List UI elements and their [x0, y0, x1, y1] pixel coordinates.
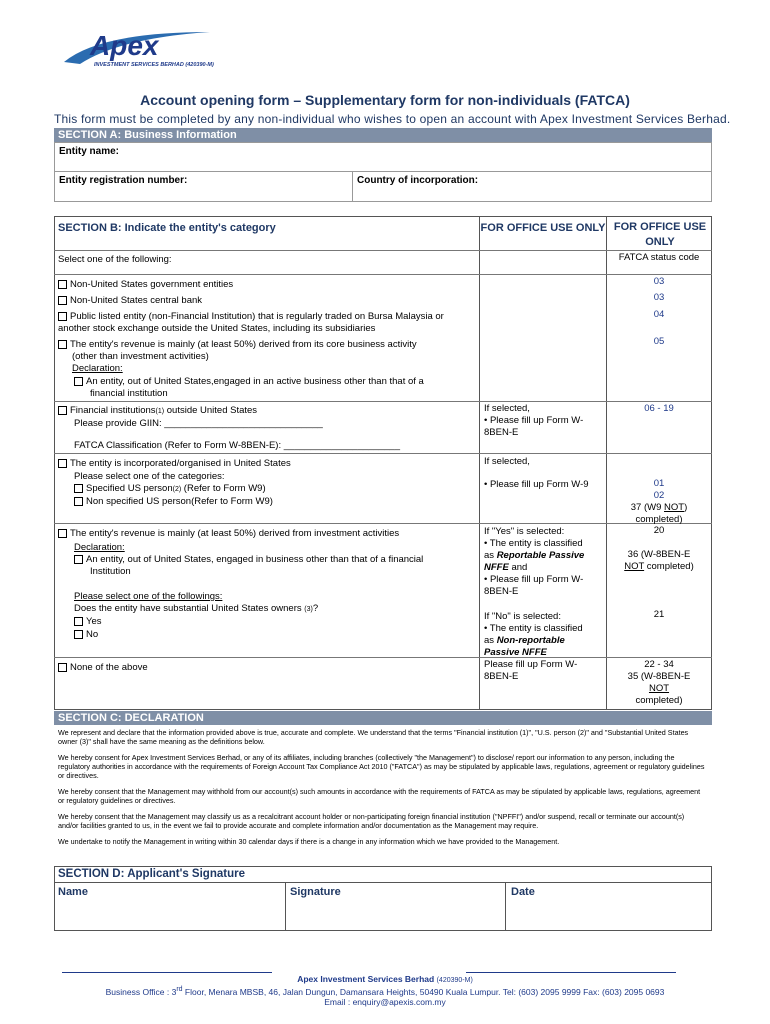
office-note: If "Yes" is selected:: [484, 526, 565, 537]
declaration-paragraph: We undertake to notify the Management in writing within 30 calendar days if there is a change in any information which we have provided to the Management.: [58, 837, 560, 846]
office-note: as Non-reportable: [484, 635, 565, 646]
option-passive-nffe[interactable]: The entity's revenue is mainly (at least 50%) derived from investment activities: [58, 528, 399, 540]
option-public-listed[interactable]: Public listed entity (non-Financial Institution) that is regularly traded on Bursa Malaysia or: [58, 311, 444, 323]
checkbox[interactable]: [58, 340, 67, 349]
giin-field[interactable]: Please provide GIIN: ______________________________: [74, 418, 323, 429]
row-line: [54, 657, 712, 658]
declaration-paragraph: We represent and declare that the information provided above is true, accurate and complete. We understand that the terms "Financial institution (1)", "U.S. person (2)" and "Substantial United States owner (3)" shall have the same meaning as the definitions below.: [58, 728, 689, 746]
checkbox[interactable]: [58, 529, 67, 538]
row-line: [54, 453, 712, 454]
logo-sub: INVESTMENT SERVICES BERHAD (420390-M): [94, 62, 214, 68]
entity-name-label: Entity name:: [59, 146, 120, 157]
code-03a: 03: [653, 276, 665, 287]
checkbox[interactable]: [58, 663, 67, 672]
code-37-note: completed): [635, 514, 683, 525]
select-label: Select one of the following:: [58, 254, 172, 265]
office-note: 8BEN-E: [484, 427, 519, 438]
row-line: [54, 401, 712, 402]
office-note: • Please fill up Form W-: [484, 574, 584, 585]
col-line: [285, 882, 286, 931]
option-yes[interactable]: Yes: [74, 616, 102, 628]
option-central-bank[interactable]: Non-United States central bank: [58, 295, 202, 307]
declaration-label: Declaration:: [72, 363, 123, 374]
office-note: 8BEN-E: [484, 671, 519, 682]
row-line: [54, 274, 712, 275]
office-note: If "No" is selected:: [484, 611, 561, 622]
footer-email: Email : enquiry@apexis.com.my: [324, 997, 446, 1007]
entity-reg-field[interactable]: [54, 171, 353, 202]
option-active-decl[interactable]: An entity, out of United States,engaged in an active business other than that of a: [74, 376, 424, 388]
apex-logo: [60, 26, 220, 76]
footer-company: Apex Investment Services Berhad (420390-M): [297, 974, 473, 984]
checkbox[interactable]: [58, 280, 67, 289]
name-field[interactable]: Name: [58, 886, 88, 898]
checkbox[interactable]: [74, 555, 83, 564]
select-followings: Please select one of the followings:: [74, 591, 223, 602]
col-line-2: [606, 216, 607, 710]
code-21: 21: [653, 609, 665, 620]
checkbox[interactable]: [74, 630, 83, 639]
option-none[interactable]: None of the above: [58, 662, 148, 674]
option-non-us-gov[interactable]: Non-United States government entities: [58, 279, 233, 291]
section-c-heading: SECTION C: DECLARATION: [54, 711, 712, 725]
code-35-not: NOT: [648, 683, 670, 694]
option-us-entity[interactable]: The entity is incorporated/organised in United States: [58, 458, 291, 470]
code-05: 05: [653, 336, 665, 347]
country-field[interactable]: [352, 171, 712, 202]
footer-rule-left: [62, 972, 272, 973]
signature-field[interactable]: Signature: [290, 886, 341, 898]
declaration-paragraph: We hereby consent for Apex Investment Services Berhad, or any of its affiliates, including branches (collectively "the Management") to disclose/ report our information to any person, including the regulatory authorities in accordance with the requirements of Foreign Account Tax Compliance Act 2010 ("FATCA") as may be stipulated by applicable laws, regulations, agreement or regulatory guidelines or directives.: [58, 753, 705, 780]
code-06-19: 06 - 19: [644, 403, 674, 414]
code-20: 20: [653, 525, 665, 536]
checkbox[interactable]: [58, 296, 67, 305]
country-label: Country of incorporation:: [357, 175, 479, 186]
option-financial-inst[interactable]: Financial institutions(1) outside United States: [58, 405, 257, 418]
office-note: • Please fill up Form W-9: [484, 479, 589, 490]
footer-address: Business Office : 3rd Floor, Menara MBSB, 46, Jalan Dungun, Damansara Heights, 50490 Kuala Lumpur. Tel: (603) 2095 9999 Fax: (603) 2095 0693: [105, 986, 665, 997]
office-note: • The entity is classified: [484, 623, 583, 634]
fatca-classification-field[interactable]: FATCA Classification (Refer to Form W-8BEN-E): ______________________: [74, 440, 400, 451]
option-active-nffe[interactable]: The entity's revenue is mainly (at least 50%) derived from its core business activity: [58, 339, 417, 351]
code-36-note: NOT completed): [624, 561, 694, 572]
office-note: • The entity is classified: [484, 538, 583, 549]
col-line: [505, 882, 506, 931]
office-note: 8BEN-E: [484, 586, 519, 597]
code-22-34: 22 - 34: [644, 659, 674, 670]
row-line: [54, 250, 712, 251]
date-field[interactable]: Date: [511, 886, 535, 898]
entity-name-field[interactable]: [54, 142, 712, 172]
office-use-2: FOR OFFICE USE ONLY: [613, 221, 707, 248]
code-01: 01: [653, 478, 665, 489]
office-note: • Please fill up Form W-: [484, 415, 584, 426]
page-title: Account opening form – Supplementary form for non-individuals (FATCA): [140, 92, 630, 108]
office-note: NFFE and: [484, 562, 528, 573]
checkbox[interactable]: [74, 484, 83, 493]
logo-brand: Apex: [90, 30, 159, 61]
option-no[interactable]: No: [74, 629, 98, 641]
declaration-paragraph: We hereby consent that the Management may classify us as a recalcitrant account holder or non-participating foreign financial institution ("NPFFI") and/or suspend, recall or terminate our account(s) and/or facilities granted to us, in the event we fail to provide accurate and complete information and/or documentation as the Management may require.: [58, 812, 685, 830]
office-use-1: FOR OFFICE USE ONLY: [480, 222, 606, 234]
office-note: If selected,: [484, 456, 530, 467]
office-note: as Reportable Passive: [484, 550, 585, 561]
code-03b: 03: [653, 292, 665, 303]
option-specified-us[interactable]: Specified US person(2) (Refer to Form W9): [74, 483, 266, 496]
footer-rule-right: [466, 972, 676, 973]
code-04: 04: [653, 309, 665, 320]
option-public-listed-2: another stock exchange outside the United States, including its subsidiaries: [58, 323, 376, 334]
status-code-label: FATCA status code: [618, 252, 700, 263]
passive-decl-line2: Institution: [90, 566, 131, 577]
entity-reg-label: Entity registration number:: [59, 175, 188, 186]
us-categories-label: Please select one of the categories:: [74, 471, 225, 482]
active-nffe-line2: (other than investment activities): [72, 351, 209, 362]
checkbox[interactable]: [58, 459, 67, 468]
section-a-heading: SECTION A: Business Information: [54, 128, 712, 142]
checkbox[interactable]: [74, 617, 83, 626]
office-note: If selected,: [484, 403, 530, 414]
checkbox[interactable]: [58, 406, 67, 415]
col-line-1: [479, 216, 480, 710]
checkbox[interactable]: [74, 377, 83, 386]
declaration-text: [58, 728, 706, 853]
code-02: 02: [653, 490, 665, 501]
code-35-note: completed): [635, 695, 683, 706]
declaration-label: Declaration:: [74, 542, 125, 553]
option-non-specified-us[interactable]: Non specified US person(Refer to Form W9): [74, 496, 273, 508]
section-d-heading: SECTION D: Applicant's Signature: [58, 868, 245, 880]
office-note: Passive NFFE: [484, 647, 547, 658]
code-37: 37 (W9 NOT): [630, 502, 688, 513]
option-passive-decl[interactable]: An entity, out of United States, engaged in business other than that of a financial: [74, 554, 423, 566]
row-line: [54, 882, 712, 883]
declaration-paragraph: We hereby consent that the Management may withhold from our account(s) such amounts in accordance with the requirements of FATCA as may be stipulated by applicable laws, regulations, agreement or regulatory guidelines or directives.: [58, 787, 701, 805]
code-36: 36 (W-8BEN-E: [627, 549, 691, 560]
checkbox[interactable]: [58, 312, 67, 321]
page-subtitle: This form must be completed by any non-individual who wishes to open an account with Apex Investment Services Berhad.: [54, 112, 731, 126]
code-35: 35 (W-8BEN-E: [627, 671, 691, 682]
checkbox[interactable]: [74, 497, 83, 506]
section-b-heading: SECTION B: Indicate the entity's category: [58, 222, 276, 234]
office-note: Please fill up Form W-: [484, 659, 578, 670]
active-decl-line2: financial institution: [90, 388, 168, 399]
us-owners-question: Does the entity have substantial United States owners (3)?: [74, 603, 319, 614]
